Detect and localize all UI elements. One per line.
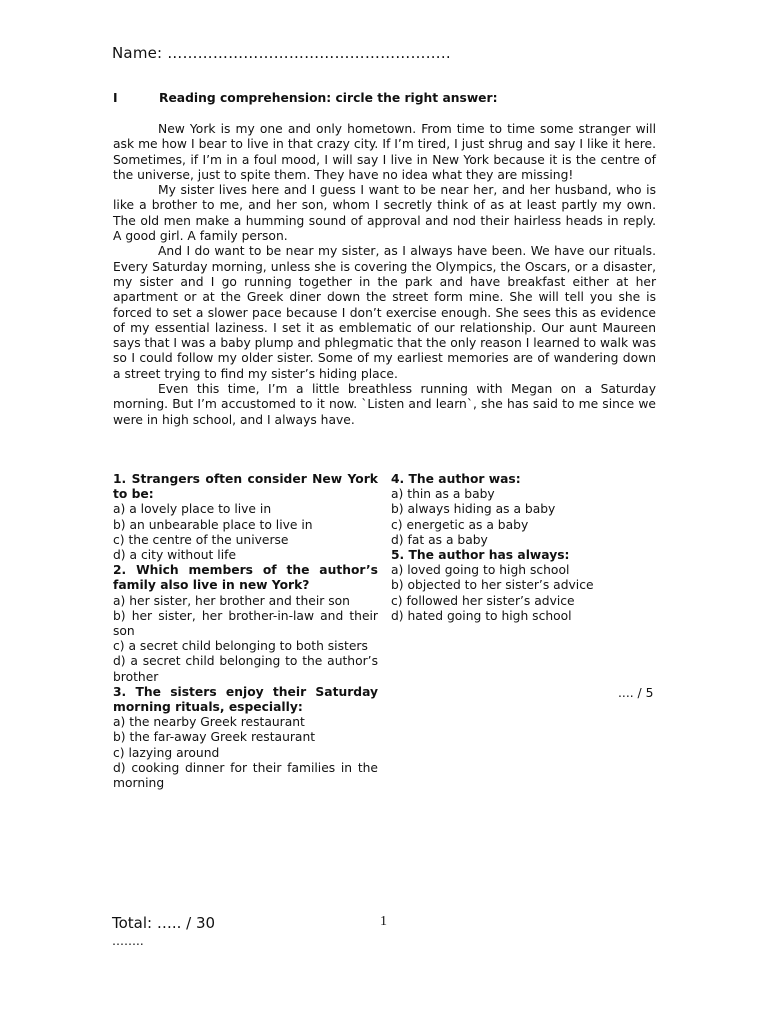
reading-passage: [113, 122, 656, 428]
question-5: [391, 548, 656, 624]
question-title: 4. The author was:: [391, 472, 521, 486]
question-4: [391, 472, 656, 548]
question-title: 2. Which members of the author’s family also live in new York?: [113, 563, 378, 593]
answer-option[interactable]: b) an unbearable place to live in: [113, 517, 313, 532]
question-title: 1. Strangers often consider New York to be:: [113, 472, 378, 502]
section-heading: [113, 91, 673, 105]
questions-right-column: [391, 472, 656, 624]
answer-option[interactable]: a) loved going to high school: [391, 563, 570, 578]
answer-option[interactable]: d) a city without life: [113, 548, 237, 563]
passage-paragraph: Even this time, I’m a little breathless running with Megan on a Saturday morning. But I’m accustomed to it now. `Listen and learn`, she has said to me since we were in high school, and I always have.: [113, 382, 656, 427]
answer-option[interactable]: a) her sister, her brother and their son: [113, 593, 350, 608]
answer-option[interactable]: a) a lovely place to live in: [113, 502, 272, 517]
answer-option[interactable]: c) followed her sister’s advice: [391, 593, 575, 608]
question-3: [113, 685, 378, 791]
answer-option[interactable]: a) thin as a baby: [391, 487, 495, 502]
passage-paragraph: And I do want to be near my sister, as I always have been. We have our rituals. Every Saturday morning, unless she is covering the Olympics, the Oscars, or a disaster, my sister and I go running together in the park and have breakfast either at her apartment or at the Greek diner down the street form mine. She will tell you she is forced to set a slower pace because I don’t exercise enough. She sees this as evidence of my essential laziness. I set it as emblematic of our relationship. Our aunt Maureen says that I was a baby plump and phlegmatic that the only reason I learned to walk was so I could follow my older sister. Some of my earliest memories are of wandering down a street trying to find my sister’s hiding place.: [113, 244, 656, 381]
question-1: [113, 472, 378, 563]
question-title: 5. The author has always:: [391, 548, 570, 563]
passage-paragraph: My sister lives here and I guess I want to be near her, and her husband, who is like a brother to me, and her son, whom I secretly think of as at least partly my own. The old men make a humming sound of approval and nod their hairless heads in reply. A good girl. A family person.: [113, 183, 656, 244]
section-title: Reading comprehension: circle the right answer:: [159, 91, 498, 105]
section-number: I: [113, 91, 118, 105]
answer-option[interactable]: b) her sister, her brother-in-law and their son: [113, 608, 378, 639]
answer-option[interactable]: b) always hiding as a baby: [391, 502, 556, 517]
answer-option[interactable]: d) a secret child belonging to the author’s brother: [113, 654, 378, 684]
question-title: 3. The sisters enjoy their Saturday morning rituals, especially:: [113, 684, 378, 715]
section-score: .... / 5: [618, 686, 654, 700]
total-score: Total: ….. / 30: [112, 914, 216, 932]
answer-option[interactable]: c) a secret child belonging to both sisters: [113, 639, 368, 654]
answer-option[interactable]: d) hated going to high school: [391, 608, 572, 623]
name-line: Name: ………………………………………………..: [112, 44, 451, 62]
questions-left-column: [113, 472, 378, 791]
answer-option[interactable]: d) cooking dinner for their families in the morning: [113, 760, 378, 791]
answer-option[interactable]: d) fat as a baby: [391, 532, 488, 547]
answer-option[interactable]: a) the nearby Greek restaurant: [113, 715, 305, 730]
answer-option[interactable]: c) the centre of the universe: [113, 532, 289, 547]
page-number: 1: [380, 914, 387, 929]
answer-option[interactable]: c) energetic as a baby: [391, 517, 529, 532]
passage-paragraph: New York is my one and only hometown. From time to time some stranger will ask me how I bear to live in that crazy city. If I’m tired, I just shrug and say I like it here. Sometimes, if I’m in a foul mood, I will say I live in New York because it is the centre of the universe, just to spite them. They have no idea what they are missing!: [113, 122, 656, 182]
answer-option[interactable]: c) lazying around: [113, 745, 220, 760]
answer-option[interactable]: b) the far-away Greek restaurant: [113, 730, 316, 745]
answer-option[interactable]: b) objected to her sister’s advice: [391, 578, 594, 593]
question-2: [113, 563, 378, 685]
total-dots: ……..: [112, 934, 144, 948]
